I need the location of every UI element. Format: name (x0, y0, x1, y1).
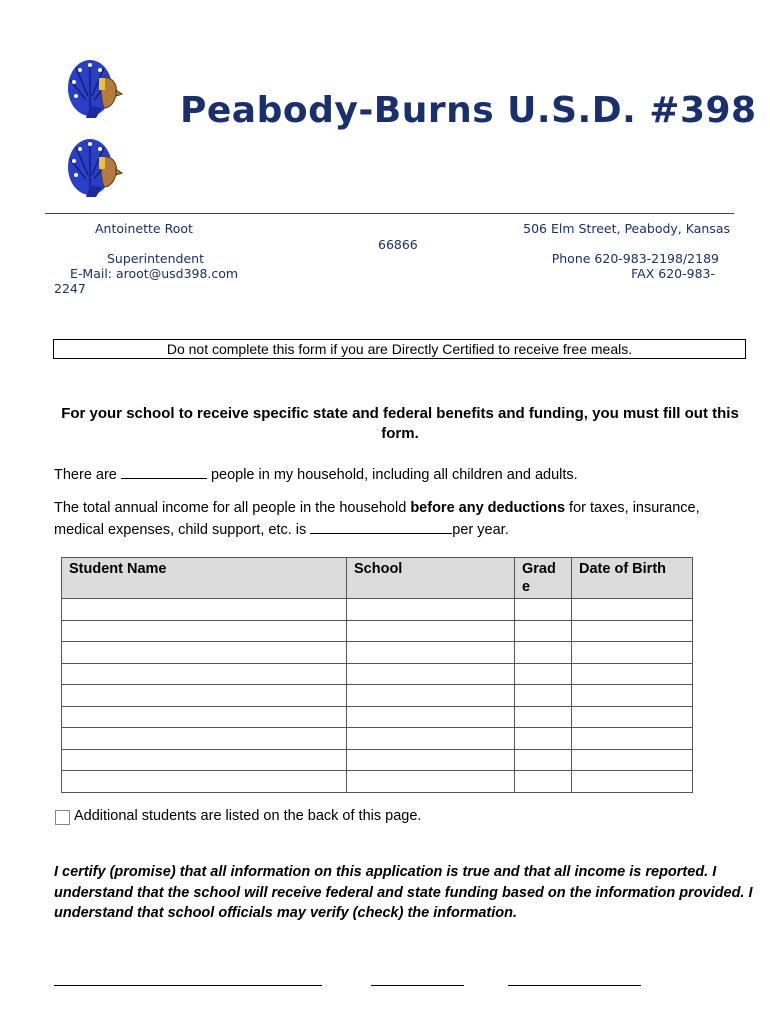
grade-cell[interactable] (515, 620, 572, 642)
superintendent-title: Superintendent (107, 251, 204, 266)
student-row (62, 620, 693, 642)
grade-cell[interactable] (515, 663, 572, 685)
date-of-birth-cell[interactable] (572, 599, 693, 621)
signature-line-3[interactable] (508, 985, 641, 986)
date-of-birth-cell[interactable] (572, 749, 693, 771)
income-text-1: The total annual income for all people in the household (54, 500, 411, 516)
additional-students-label: Additional students are listed on the back of this page. (74, 808, 422, 824)
student-name-cell[interactable] (62, 685, 347, 707)
student-name-cell[interactable] (62, 706, 347, 728)
school-cell[interactable] (347, 663, 515, 685)
student-row (62, 642, 693, 664)
additional-students-checkbox[interactable] (55, 810, 70, 825)
header-student-name: Student Name (62, 558, 347, 599)
street-address: 506 Elm Street, Peabody, Kansas (523, 221, 730, 236)
household-prefix: There are (54, 467, 117, 483)
grade-cell[interactable] (515, 599, 572, 621)
income-text-2: for taxes, insurance, medical expenses, child support, etc. is (54, 500, 700, 538)
school-cell[interactable] (347, 728, 515, 750)
student-name-cell[interactable] (62, 728, 347, 750)
header-school: School (347, 558, 515, 599)
student-name-cell[interactable] (62, 599, 347, 621)
fax-number: FAX 620-983- (631, 266, 715, 281)
household-count-field[interactable] (121, 464, 207, 479)
grade-cell[interactable] (515, 685, 572, 707)
date-of-birth-cell[interactable] (572, 706, 693, 728)
district-title: Peabody-Burns U.S.D. #398 (180, 90, 757, 131)
date-of-birth-cell[interactable] (572, 663, 693, 685)
school-cell[interactable] (347, 771, 515, 793)
district-logo-bottom (66, 135, 130, 199)
school-cell[interactable] (347, 706, 515, 728)
school-cell[interactable] (347, 749, 515, 771)
student-name-cell[interactable] (62, 749, 347, 771)
certification-statement: I certify (promise) that all information on this application is true and that all income is reported. I understand that the school will receive federal and state funding based on the information provided. I understand that school officials may verify (check) the information. (54, 864, 753, 921)
student-name-cell[interactable] (62, 663, 347, 685)
household-suffix: people in my household, including all children and adults. (210, 467, 578, 483)
student-row (62, 749, 693, 771)
header-date-of-birth: Date of Birth (572, 558, 693, 599)
signature-line[interactable] (54, 985, 322, 986)
student-row (62, 728, 693, 750)
student-name-cell[interactable] (62, 771, 347, 793)
grade-cell[interactable] (515, 706, 572, 728)
student-table-header (62, 558, 693, 599)
student-row (62, 685, 693, 707)
student-row (62, 663, 693, 685)
school-cell[interactable] (347, 642, 515, 664)
zip-code: 66866 (378, 237, 418, 252)
date-of-birth-cell[interactable] (572, 728, 693, 750)
school-cell[interactable] (347, 599, 515, 621)
form-intro: For your school to receive specific state and federal benefits and funding, you must fill out this form. (61, 405, 739, 442)
student-rows (62, 599, 693, 793)
header-divider (45, 213, 734, 214)
household-count-line (54, 464, 578, 483)
signature-line-2[interactable] (371, 985, 464, 986)
date-of-birth-cell[interactable] (572, 771, 693, 793)
grade-cell[interactable] (515, 771, 572, 793)
indian-chief-headdress-icon (66, 56, 130, 120)
income-suffix: per year. (452, 521, 509, 538)
student-table (61, 557, 693, 793)
grade-cell[interactable] (515, 749, 572, 771)
header-grade: Grad e (515, 558, 572, 599)
indian-chief-headdress-icon (66, 135, 130, 199)
grade-cell[interactable] (515, 642, 572, 664)
date-of-birth-cell[interactable] (572, 620, 693, 642)
income-paragraph (54, 498, 744, 540)
student-row (62, 599, 693, 621)
student-name-cell[interactable] (62, 642, 347, 664)
student-row (62, 771, 693, 793)
income-bold: before any deductions (410, 500, 566, 516)
phone-number: Phone 620-983-2198/2189 (551, 251, 719, 266)
date-of-birth-cell[interactable] (572, 685, 693, 707)
student-name-cell[interactable] (62, 620, 347, 642)
annual-income-field[interactable] (310, 519, 452, 534)
grade-cell[interactable] (515, 728, 572, 750)
student-row (62, 706, 693, 728)
school-cell[interactable] (347, 685, 515, 707)
fax-continuation: 2247 (54, 281, 86, 296)
district-logo-top (66, 56, 130, 120)
school-cell[interactable] (347, 620, 515, 642)
superintendent-name: Antoinette Root (95, 221, 193, 236)
date-of-birth-cell[interactable] (572, 642, 693, 664)
direct-certification-notice: Do not complete this form if you are Directly Certified to receive free meals. (53, 339, 746, 359)
contact-email: E-Mail: aroot@usd398.com (70, 266, 239, 281)
